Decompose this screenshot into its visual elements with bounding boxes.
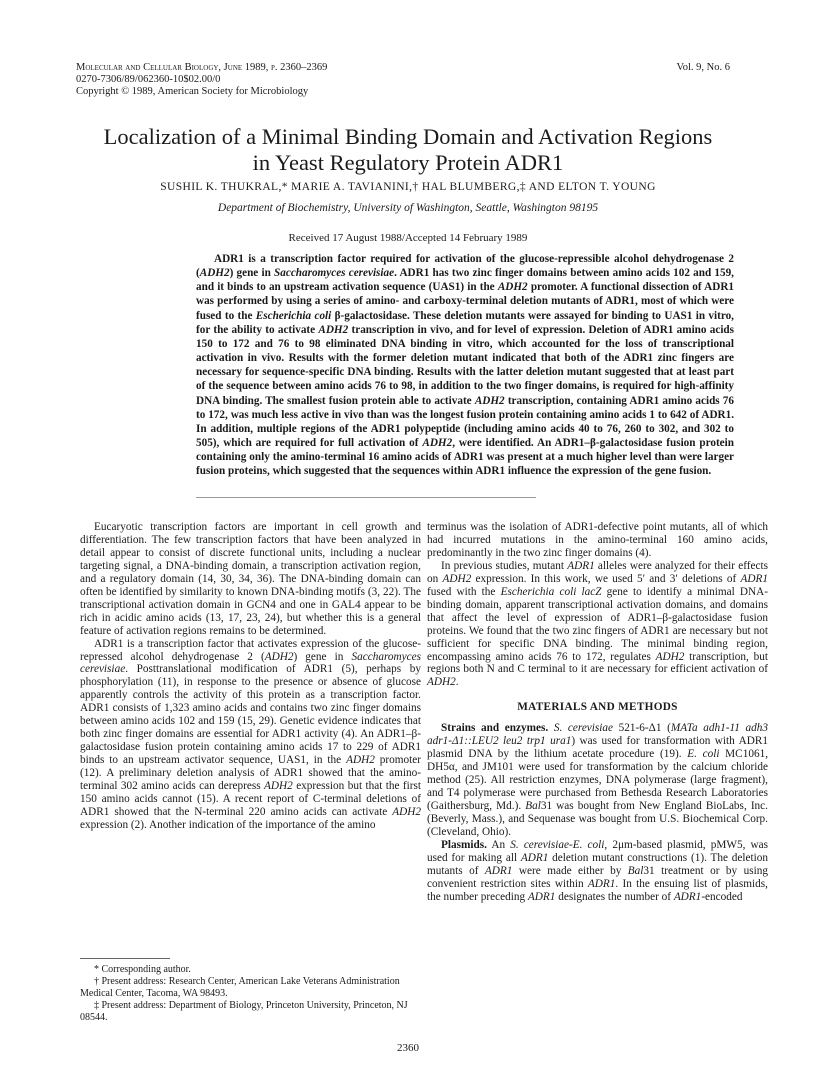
article-code: 0270-7306/89/062360-10$02.00/0: [76, 74, 221, 85]
affiliation: Department of Biochemistry, University of Washington, Seattle, Washington 98195: [217, 202, 599, 214]
paragraph-strains: Strains and enzymes. S. cerevisiae 521-6-Δ1 (MATa adh1-11 adh3 adr1-Δ1::LEU2 leu2 trp1 ura1) was used for transformation with ADR1 plasmid DNA by the lithium acetate procedure (19). E. coli MC1061, DH5α, and JM101 were used for transformation by the calcium chloride method (25). All restriction enzymes, DNA polymerase (large fragment), and T4 polymerase were purchased from Bethesda Research Laboratories (Gaithersburg, Md.). Bal31 was bought from New England BioLabs, Inc. (Beverly, Mass.), and Sequenase was bought from U.S. Biochemical Corp. (Cleveland, Ohio).: [427, 722, 769, 838]
page-number: 2360: [397, 1042, 419, 1054]
title-line-1: Localization of a Minimal Binding Domain and Activation Regions: [103, 124, 713, 149]
paragraph-intro-3: terminus was the isolation of ADR1-defective point mutants, all of which had incurred mutations in the amino-terminal 160 amino acids, predominantly in the two zinc finger domains (4).: [427, 521, 768, 559]
paragraph-intro-1: Eucaryotic transcription factors are important in cell growth and differentiation. The few transcription factors that have been analyzed in detail appear to consist of discrete functional units, including a nuclear targeting signal, a DNA-binding domain, a transcription activation region, and a regulatory domain (14, 30, 34, 36). The DNA-binding domain can often be identified by similarity to known DNA-binding motifs (3, 22). The transcriptional activation domain in GCN4 and one in GAL4 appear to be rich in acidic amino acids (13, 17, 23, 24), but whether this is a general feature of activation regions remains to be determined.: [80, 521, 421, 637]
paragraph-plasmids: Plasmids. An S. cerevisiae-E. coli, 2μm-based plasmid, pMW5, was used for making all ADR1 deletion mutant constructions (1). The deletion mutants of ADR1 were made either by Bal31 treatment or by using convenient restriction sites within ADR1. In the ensuing list of plasmids, the number preceding ADR1 designates the number of ADR1-encoded: [427, 838, 768, 903]
journal-citation: Molecular and Cellular Biology, June 1989, p. 2360–2369: [76, 62, 328, 73]
author-list: SUSHIL K. THUKRAL,* MARIE A. TAVIANINI,† HAL BLUMBERG,‡ AND ELTON T. YOUNG: [160, 181, 656, 193]
footnote-divider: [80, 958, 170, 959]
abstract: ADR1 is a transcription factor required for activation of the glucose-repressible alcohol dehydrogenase 2 (ADH2) gene in Saccharomyces cerevisiae. ADR1 has two zinc finger domains between amino acids 102 and 159, and it binds to an upstream activation sequence (UAS1) in the ADH2 promoter. A functional dissection of ADR1 was performed by using a series of amino- and carboxy-terminal deletion mutants of ADR1, most of which were fused to the Escherichia coli β-galactosidase. These deletion mutants were assayed for binding to UAS1 in vitro, for the ability to activate ADH2 transcription in vivo, and for level of expression. Deletion of ADR1 amino acids 150 to 172 and 76 to 98 eliminated DNA binding in vitro, which accounted for the loss of transcriptional activation in vivo. Results with the former deletion mutant indicated that both of the ADR1 zinc fingers are necessary for sequence-specific DNA binding. Results with the latter deletion mutant suggested that at least part of the sequence between amino acids 76 to 98, in addition to the two finger domains, is required for high-affinity DNA binding. The smallest fusion protein able to activate ADH2 transcription, containing ADR1 amino acids 76 to 172, was much less active in vivo than was the longest fusion protein containing amino acids 1 to 642 of ADR1. In addition, multiple regions of the ADR1 polypeptide (including amino acids 40 to 76, 260 to 302, and 302 to 505), which are required for full activation of ADH2, were identified. An ADR1–β-galactosidase fusion protein containing only the amino-terminal 16 amino acids of ADR1 was present at a much higher level than were larger fusion proteins, which suggested that the sequences within ADR1 influence the expression of the gene fusion.: [196, 253, 734, 478]
article-title: [40, 124, 776, 176]
footnote-corresponding: * Corresponding author.: [94, 964, 191, 975]
paragraph-intro-4: In previous studies, mutant ADR1 alleles were analyzed for their effects on ADH2 expression. In this work, we used 5′ and 3′ deletions of ADR1 fused with the Escherichia coli lacZ gene to identify a minimal DNA-binding domain, apparent transcriptional activation domains, and domains that affect the level of expression of ADR1–β-galactosidase fusion proteins. We found that the two zinc fingers of ADR1 are necessary but not sufficient for specific DNA binding. The minimal binding region, encompassing amino acids 76 to 172, regulates ADH2 transcription, but regions both N and C terminal to it are necessary for efficient activation of ADH2.: [427, 559, 769, 689]
footnotes: [80, 964, 421, 1024]
copyright-notice: Copyright © 1989, American Society for Microbiology: [76, 86, 309, 97]
body-column-left: [80, 521, 421, 832]
volume-number: Vol. 9, No. 6: [676, 62, 730, 73]
received-dates: Received 17 August 1988/Accepted 14 February 1989: [288, 232, 528, 244]
title-line-2: in Yeast Regulatory Protein ADR1: [252, 150, 564, 175]
footnote-address-2: ‡ Present address: Department of Biology, Princeton University, Princeton, NJ 08544.: [80, 1000, 408, 1023]
running-header: [76, 62, 496, 98]
body-column-right: [427, 521, 768, 904]
footnote-address-1: † Present address: Research Center, American Lake Veterans Administration Medical Center, Tacoma, WA 98493.: [80, 976, 400, 999]
section-heading-methods: MATERIALS AND METHODS: [517, 701, 678, 714]
abstract-divider: [196, 497, 536, 498]
paragraph-intro-2: ADR1 is a transcription factor that activates expression of the glucose-repressed alcohol dehydrogenase 2 (ADH2) gene in Saccharomyces cerevisiae. Posttranslational modification of ADR1 (5), perhaps by phosphorylation (11), in response to the presence or absence of glucose apparently controls the activity of this protein as a transcription factor. ADR1 consists of 1,323 amino acids and contains two zinc finger domains between amino acids 102 and 159 (15, 29). Genetic evidence indicates that both zinc finger domains are essential for ADR1 activity (4). An ADR1–β-galactosidase fusion protein containing amino acids 17 to 229 of ADR1 binds to an upstream activator sequence, UAS1, in the ADH2 promoter (12). A preliminary deletion analysis of ADR1 showed that the amino-terminal 302 amino acids can derepress ADH2 expression but that the first 150 amino acids cannot (15). A recent report of C-terminal deletions of ADR1 showed that the N-terminal 220 amino acids can activate ADH2 expression (2). Another indication of the importance of the amino: [80, 637, 422, 831]
